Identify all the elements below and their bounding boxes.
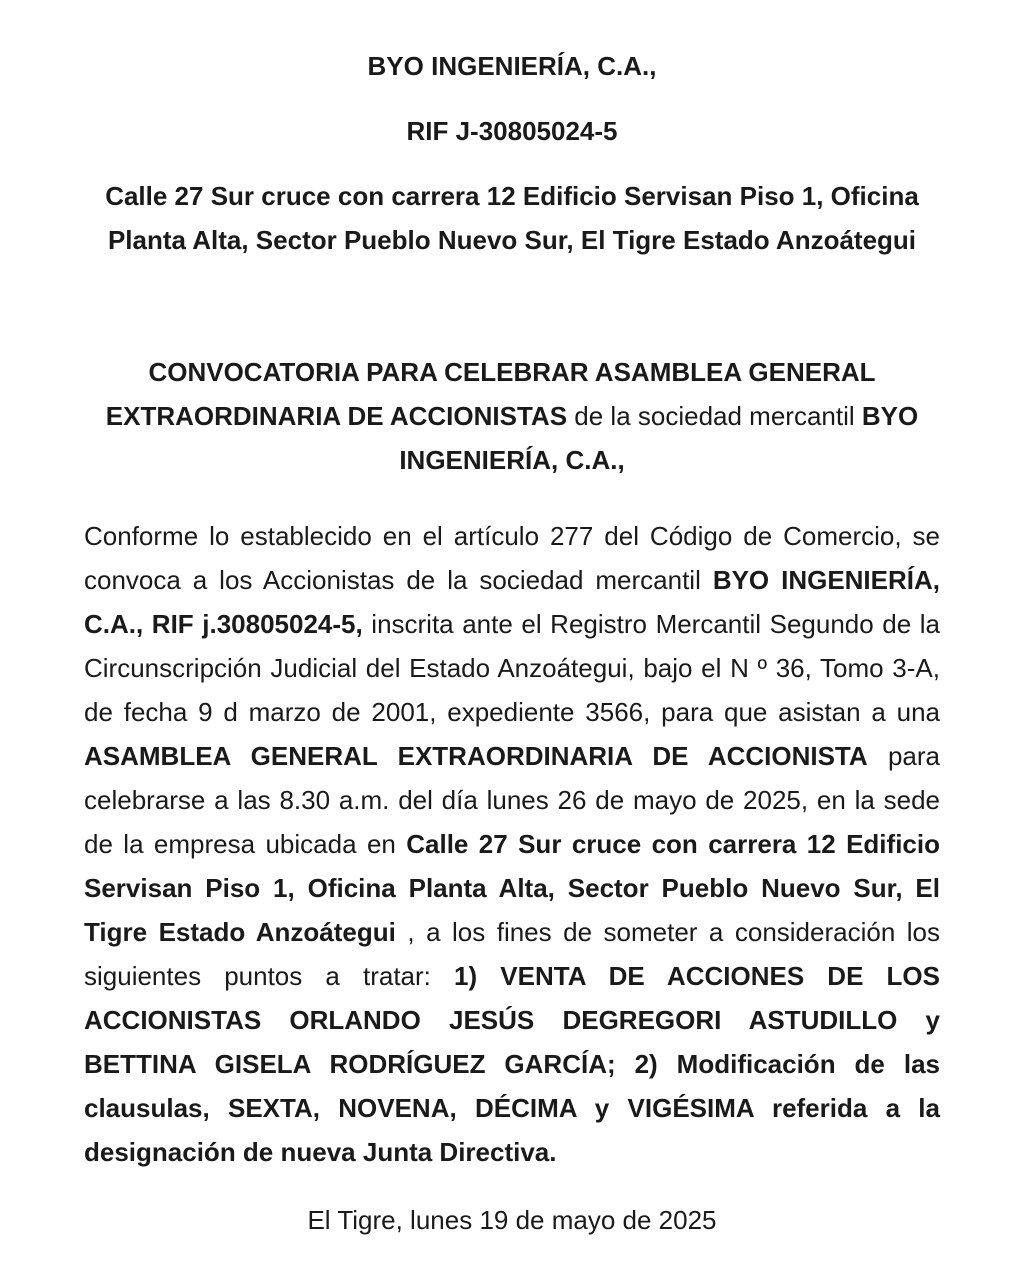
company-name: BYO INGENIERÍA, C.A., [367, 51, 657, 81]
text-segment: , a los fines de someter a consideración los siguientes puntos a tratar: [84, 917, 940, 991]
text-segment: Conforme lo establecido en el artículo 277 del Código de Comercio, se convoca a los Accionistas de la sociedad mercantil [84, 521, 940, 595]
company-address: Calle 27 Sur cruce con carrera 12 Edificio Servisan Piso 1, Oficina Planta Alta, Sector Pueblo Nuevo Sur, El Tigre Estado Anzoátegui [105, 181, 919, 255]
text-segment: ASAMBLEA GENERAL EXTRAORDINARIA DE ACCIONISTA [84, 741, 868, 771]
text-segment: inscrita ante el Registro Mercantil Segundo de la Circunscripción Judicial del Estado Anzoátegui, bajo el N º 36, Tomo 3-A, de fecha 9 d marzo de 2001, expediente 3566, para que asistan a una [84, 609, 940, 727]
text-segment: BYO INGENIERÍA, C.A., [399, 401, 919, 475]
convocatoria-body [84, 514, 940, 1174]
text-segment: 1) VENTA DE ACCIONES DE LOS ACCIONISTAS ORLANDO JESÚS DEGREGORI ASTUDILLO y BETTINA GISELA RODRÍGUEZ GARCÍA; 2) Modificación de las clausulas, SEXTA, NOVENA, DÉCIMA y VIGÉSIMA referida a la designación de nueva Junta Directiva. [84, 961, 941, 1167]
text-segment: Calle 27 Sur cruce con carrera 12 Edificio Servisan Piso 1, Oficina Planta Alta, Sector Pueblo Nuevo Sur, El Tigre Estado Anzoátegui [84, 829, 940, 947]
text-segment: CONVOCATORIA PARA CELEBRAR ASAMBLEA GENERAL EXTRAORDINARIA DE ACCIONISTAS [105, 357, 876, 431]
date-line: El Tigre, lunes 19 de mayo de 2025 [307, 1205, 717, 1235]
meeting-title [84, 350, 940, 482]
text-segment: BYO INGENIERÍA, C.A., RIF j.30805024-5, [84, 565, 940, 639]
text-segment: para celebrarse a las 8.30 a.m. del día lunes 26 de mayo de 2025, en la sede de la empresa ubicada en [84, 741, 941, 859]
text-segment: de la sociedad mercantil [567, 401, 862, 431]
company-rif: RIF J-30805024-5 [406, 116, 618, 146]
